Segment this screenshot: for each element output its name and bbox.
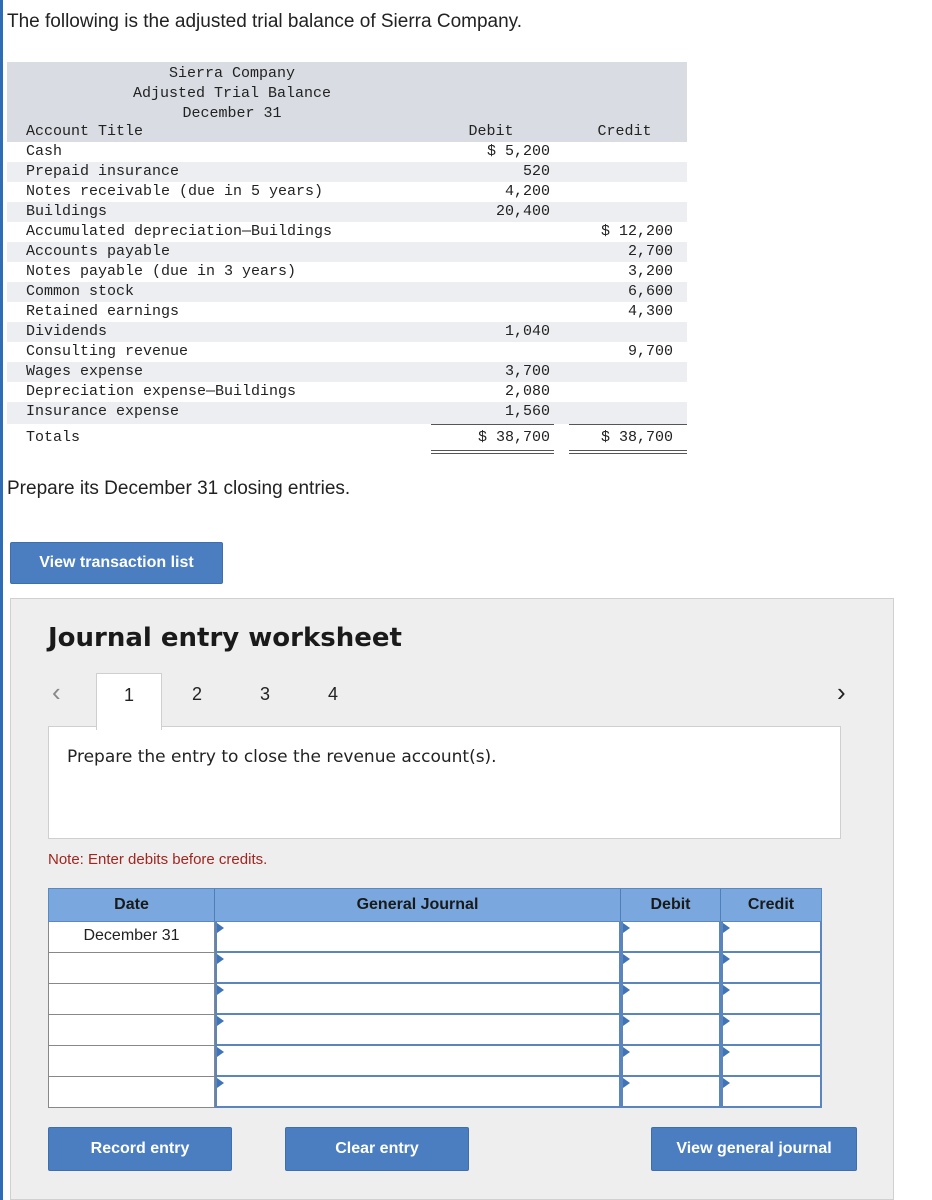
- input-marker-icon: [623, 923, 630, 933]
- report-name: Adjusted Trial Balance: [132, 85, 332, 102]
- journal-row: [48, 953, 822, 984]
- col-account-title: Account Title: [26, 123, 144, 140]
- input-marker-icon: [217, 1047, 224, 1057]
- input-marker-icon: [217, 1016, 224, 1026]
- input-marker-icon: [623, 1016, 630, 1026]
- table-row: [7, 262, 687, 282]
- account-dropdown[interactable]: [215, 984, 621, 1015]
- account-title: Accounts payable: [26, 243, 171, 260]
- journal-row: [48, 1046, 822, 1077]
- date-cell: [48, 953, 215, 984]
- clear-entry-button[interactable]: Clear entry: [285, 1127, 469, 1171]
- account-title: Common stock: [26, 283, 135, 300]
- credit-input[interactable]: [721, 953, 822, 984]
- prompt-text: Prepare its December 31 closing entries.: [7, 478, 351, 499]
- debit-amount: 1,560: [504, 403, 550, 420]
- chevron-left-icon[interactable]: ‹: [52, 677, 61, 707]
- account-title: Dividends: [26, 323, 108, 340]
- input-marker-icon: [217, 923, 224, 933]
- table-row: [7, 222, 687, 242]
- account-title: Buildings: [26, 203, 108, 220]
- view-transaction-list-button[interactable]: View transaction list: [10, 542, 223, 584]
- trial-balance-header: [7, 62, 687, 142]
- credit-amount: 9,700: [627, 343, 673, 360]
- debit-input[interactable]: [621, 1046, 721, 1077]
- instruction-text: Prepare the entry to close the revenue account(s).: [67, 747, 497, 767]
- account-title: Retained earnings: [26, 303, 180, 320]
- totals-label: Totals: [26, 429, 81, 446]
- table-row: [7, 382, 687, 402]
- debit-input[interactable]: [621, 984, 721, 1015]
- header-credit: Credit: [747, 896, 795, 913]
- credit-amount: 2,700: [627, 243, 673, 260]
- debit-amount: 20,400: [495, 203, 550, 220]
- debit-input[interactable]: [621, 953, 721, 984]
- input-marker-icon: [217, 1078, 224, 1088]
- input-marker-icon: [623, 954, 630, 964]
- report-date: December 31: [182, 105, 282, 122]
- journal-entry-worksheet: [10, 598, 894, 1200]
- account-dropdown[interactable]: [215, 1046, 621, 1077]
- instruction-panel: [48, 726, 841, 839]
- tab-2[interactable]: 2: [191, 684, 202, 704]
- date-cell: December 31: [48, 922, 215, 953]
- left-border: [0, 0, 3, 1200]
- credit-input[interactable]: [721, 1015, 822, 1046]
- note-text: Note: Enter debits before credits.: [48, 851, 268, 868]
- journal-table-header: [48, 888, 822, 922]
- input-marker-icon: [217, 985, 224, 995]
- account-title: Cash: [26, 143, 63, 160]
- col-credit: Credit: [597, 123, 652, 140]
- account-title: Insurance expense: [26, 403, 180, 420]
- credit-input[interactable]: [721, 984, 822, 1015]
- company-name: Sierra Company: [168, 65, 296, 82]
- input-marker-icon: [723, 923, 730, 933]
- table-row: [7, 242, 687, 262]
- credit-input[interactable]: [721, 922, 822, 953]
- table-row: [7, 342, 687, 362]
- tab-3[interactable]: 3: [259, 684, 270, 704]
- input-marker-icon: [217, 954, 224, 964]
- debit-amount: 1,040: [504, 323, 550, 340]
- input-marker-icon: [623, 1078, 630, 1088]
- tab-1[interactable]: 1: [96, 673, 162, 730]
- worksheet-title: Journal entry worksheet: [48, 623, 402, 653]
- input-marker-icon: [623, 985, 630, 995]
- account-title: Prepaid insurance: [26, 163, 180, 180]
- header-debit: Debit: [621, 889, 721, 921]
- credit-amount: 6,600: [627, 283, 673, 300]
- totals-credit: $ 38,700: [600, 429, 673, 446]
- debit-amount: 3,700: [504, 363, 550, 380]
- debit-input[interactable]: [621, 922, 721, 953]
- debit-amount: 2,080: [504, 383, 550, 400]
- table-row: [7, 282, 687, 302]
- debit-input[interactable]: [621, 1015, 721, 1046]
- account-title: Notes payable (due in 3 years): [26, 263, 297, 280]
- account-title: Consulting revenue: [26, 343, 189, 360]
- account-title: Wages expense: [26, 363, 144, 380]
- header-date: Date: [49, 889, 215, 921]
- tab-4[interactable]: 4: [327, 684, 338, 704]
- journal-table: [48, 888, 822, 1108]
- table-row: [7, 182, 687, 202]
- input-marker-icon: [723, 1078, 730, 1088]
- col-debit: Debit: [468, 123, 514, 140]
- table-row: [7, 322, 687, 342]
- table-row: [7, 202, 687, 222]
- totals-row: [7, 424, 687, 452]
- chevron-right-icon[interactable]: ›: [837, 677, 846, 707]
- credit-amount: $ 12,200: [600, 223, 673, 240]
- date-cell: [48, 1015, 215, 1046]
- input-marker-icon: [723, 985, 730, 995]
- debit-input[interactable]: [621, 1077, 721, 1108]
- record-entry-button[interactable]: Record entry: [48, 1127, 232, 1171]
- table-row: [7, 162, 687, 182]
- totals-debit: $ 38,700: [477, 429, 550, 446]
- account-dropdown[interactable]: [215, 953, 621, 984]
- trial-balance-table: [7, 62, 687, 452]
- table-row: [7, 402, 687, 424]
- account-dropdown[interactable]: [215, 1077, 621, 1108]
- credit-input[interactable]: [721, 1046, 822, 1077]
- input-marker-icon: [623, 1047, 630, 1057]
- header-general-journal: General Journal: [215, 889, 621, 921]
- debit-amount: 520: [522, 163, 550, 180]
- table-row: [7, 142, 687, 162]
- intro-text: The following is the adjusted trial balance of Sierra Company.: [7, 11, 523, 32]
- input-marker-icon: [723, 954, 730, 964]
- credit-amount: 3,200: [627, 263, 673, 280]
- account-title: Notes receivable (due in 5 years): [26, 183, 324, 200]
- debit-amount: 4,200: [504, 183, 550, 200]
- account-title: Depreciation expense—Buildings: [26, 383, 297, 400]
- date-cell: [48, 984, 215, 1015]
- table-row: [7, 302, 687, 322]
- input-marker-icon: [723, 1047, 730, 1057]
- date-cell: [48, 1046, 215, 1077]
- journal-row: [48, 984, 822, 1015]
- date-cell: [48, 1077, 215, 1108]
- input-marker-icon: [723, 1016, 730, 1026]
- account-dropdown[interactable]: [215, 922, 621, 953]
- credit-input[interactable]: [721, 1077, 822, 1108]
- journal-row: [48, 922, 822, 953]
- credit-amount: 4,300: [627, 303, 673, 320]
- journal-row: [48, 1077, 822, 1108]
- account-title: Accumulated depreciation—Buildings: [26, 223, 333, 240]
- view-general-journal-button[interactable]: View general journal: [651, 1127, 857, 1171]
- journal-row: [48, 1015, 822, 1046]
- account-dropdown[interactable]: [215, 1015, 621, 1046]
- debit-amount: $ 5,200: [486, 143, 550, 160]
- table-row: [7, 362, 687, 382]
